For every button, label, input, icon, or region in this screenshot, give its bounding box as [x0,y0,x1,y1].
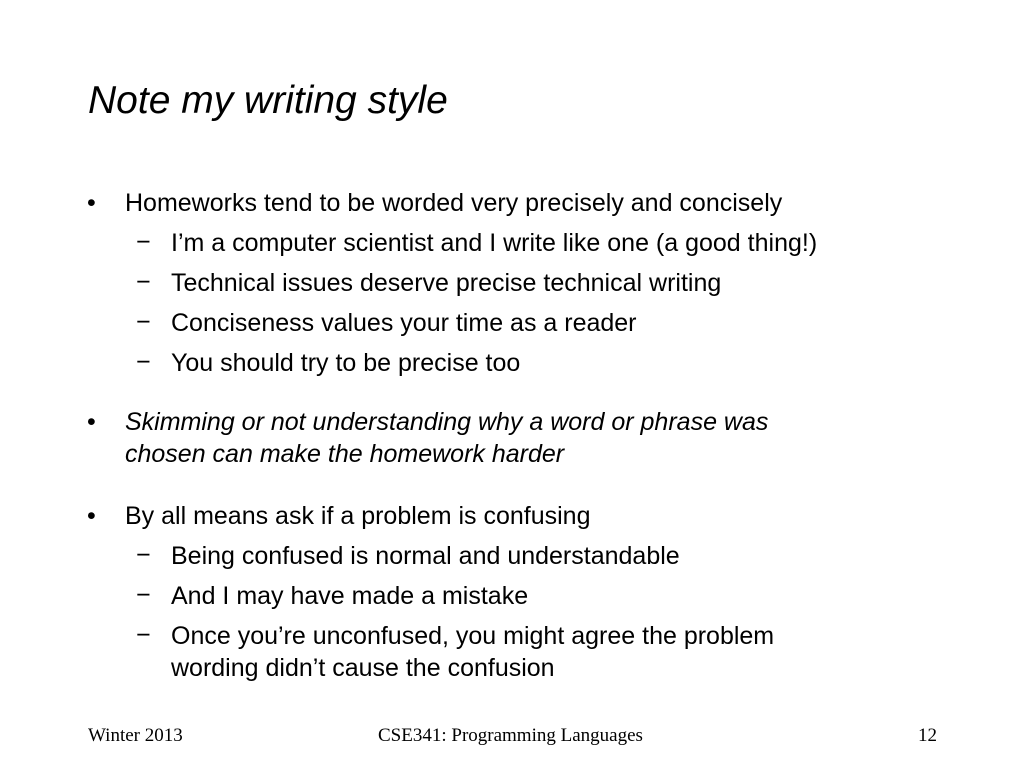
sub-bullet-item [136,307,931,339]
sub-bullet-item [136,620,931,684]
sub-bullet-text-line: wording didn’t cause the confusion [171,654,555,682]
dash-marker: − [136,268,151,296]
bullet-text-line: Skimming or not understanding why a word or phrase was [125,408,769,436]
sub-bullet-text: And I may have made a mistake [171,582,529,610]
bullet-item [87,500,905,532]
slide-title: Note my writing style [88,79,448,122]
bullet-marker: • [87,408,96,436]
sub-bullet-text: Being confused is normal and understandable [171,542,680,570]
sub-bullet-text: You should try to be precise too [171,349,521,377]
bullet-item [87,406,905,470]
sub-bullet-item [136,267,931,299]
sub-bullet-item [136,580,931,612]
dash-marker: − [136,621,151,649]
bullet-marker: • [87,502,96,530]
bullet-text: By all means ask if a problem is confusing [125,502,591,530]
sub-bullet-text: Conciseness values your time as a reader [171,309,637,337]
sub-bullet-item [136,540,931,572]
footer-page-number: 12 [918,725,937,746]
dash-marker: − [136,541,151,569]
sub-bullet-text-line: Once you’re unconfused, you might agree the problem [171,622,775,650]
bullet-item [87,187,905,219]
bullet-text: Homeworks tend to be worded very precisely and concisely [125,189,783,217]
bullet-marker: • [87,189,96,217]
sub-bullet-text: I’m a computer scientist and I write like one (a good thing!) [171,229,818,257]
sub-bullet-item [136,347,931,379]
dash-marker: − [136,348,151,376]
sub-bullet-item [136,227,931,259]
dash-marker: − [136,581,151,609]
footer-course: CSE341: Programming Languages [378,725,643,746]
footer-date: Winter 2013 [88,725,183,746]
bullet-text-line: chosen can make the homework harder [125,440,565,468]
dash-marker: − [136,308,151,336]
sub-bullet-text: Technical issues deserve precise technical writing [171,269,722,297]
dash-marker: − [136,228,151,256]
